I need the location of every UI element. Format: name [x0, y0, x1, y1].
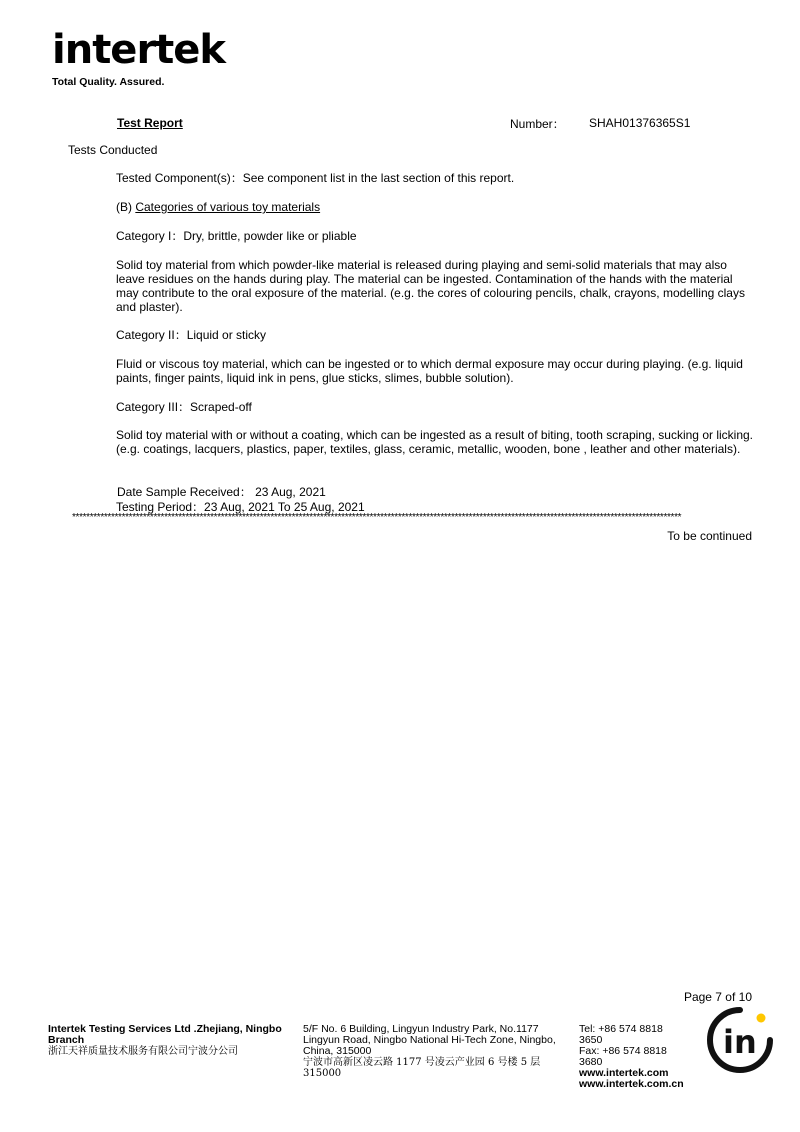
- intertek-badge-icon: [706, 1006, 774, 1074]
- footer-address-line3: China, 315000: [303, 1045, 372, 1057]
- category-1-title: Category I：Dry, brittle, powder like or pliable: [116, 229, 357, 243]
- categories-prefix: (B): [116, 200, 136, 214]
- categories-heading-line: [116, 200, 756, 214]
- footer-company-line2: Branch: [48, 1034, 85, 1046]
- footer-address-cn2: 315000: [303, 1068, 342, 1079]
- category-1-description: Solid toy material from which powder-like material is released during playing and semi-solid materials that may also leave residues on the hands during play. The material can be ingested. Contamination of the hands with the material may contribute to the oral exposure of the material. (e.g. the cores of colouring pencils, chalk, crayons, modelling clays and plaster).: [116, 258, 745, 314]
- footer-website-cn: www.intertek.com.cn: [579, 1078, 684, 1090]
- section-title: Tests Conducted: [68, 143, 158, 157]
- category-2-description: Fluid or viscous toy material, which can be ingested or to which dermal exposure may occur during playing. (e.g. liquid paints, finger paints, liquid ink in pens, glue sticks, slimes, bubble solution).: [116, 357, 743, 385]
- categories-heading: Categories of various toy materials: [135, 200, 321, 214]
- to-be-continued: To be continued: [667, 529, 752, 543]
- page-number: Page 7 of 10: [683, 990, 752, 1004]
- report-number: SHAH01376365S1: [589, 116, 691, 130]
- intertek-logo: intertek: [52, 27, 226, 73]
- footer-company: [48, 1024, 298, 1057]
- badge-text: in: [723, 1023, 757, 1061]
- date-sample-received: Date Sample Received： 23 Aug, 2021: [117, 485, 326, 499]
- testing-period: Testing Period：23 Aug, 2021 To 25 Aug, 2021: [116, 500, 365, 514]
- footer-tel-line1: Tel: +86 574 8818: [579, 1023, 663, 1035]
- footer-address-cn1: 宁波市高新区凌云路 1177 号凌云产业园 6 号楼 5 层: [303, 1057, 541, 1068]
- footer-contact: [579, 1024, 699, 1090]
- footer-address-line2: Lingyun Road, Ningbo National Hi-Tech Zone, Ningbo,: [303, 1034, 556, 1046]
- category-3-title: Category III：Scraped-off: [116, 400, 252, 414]
- footer-company-line1: Intertek Testing Services Ltd .Zhejiang, Ningbo: [48, 1023, 282, 1035]
- footer-fax-line2: 3680: [579, 1056, 603, 1068]
- footer-website: www.intertek.com: [579, 1067, 669, 1079]
- category-2-title: Category II：Liquid or sticky: [116, 328, 267, 342]
- footer-tel-line2: 3650: [579, 1034, 603, 1046]
- logo-tagline: Total Quality. Assured.: [52, 76, 165, 88]
- footer-company-cn: 浙江天祥质量技术服务有限公司宁波分公司: [48, 1046, 238, 1057]
- footer-address: [303, 1024, 573, 1079]
- number-label: Number：: [510, 117, 565, 131]
- tested-components: Tested Component(s)：See component list in the last section of this report.: [116, 171, 515, 185]
- report-title: Test Report: [117, 116, 183, 130]
- footer-fax-line1: Fax: +86 574 8818: [579, 1045, 667, 1057]
- separator-line: ****************************************************************************************************************************************************************************: [72, 513, 682, 523]
- footer-address-line1: 5/F No. 6 Building, Lingyun Industry Park, No.1177: [303, 1023, 539, 1035]
- category-3-description: Solid toy material with or without a coating, which can be ingested as a result of biting, tooth scraping, sucking or licking. (e.g. coatings, lacquers, plastics, paper, textiles, glass, ceramic, metallic, wooden, bone , leather and other materials).: [116, 428, 754, 456]
